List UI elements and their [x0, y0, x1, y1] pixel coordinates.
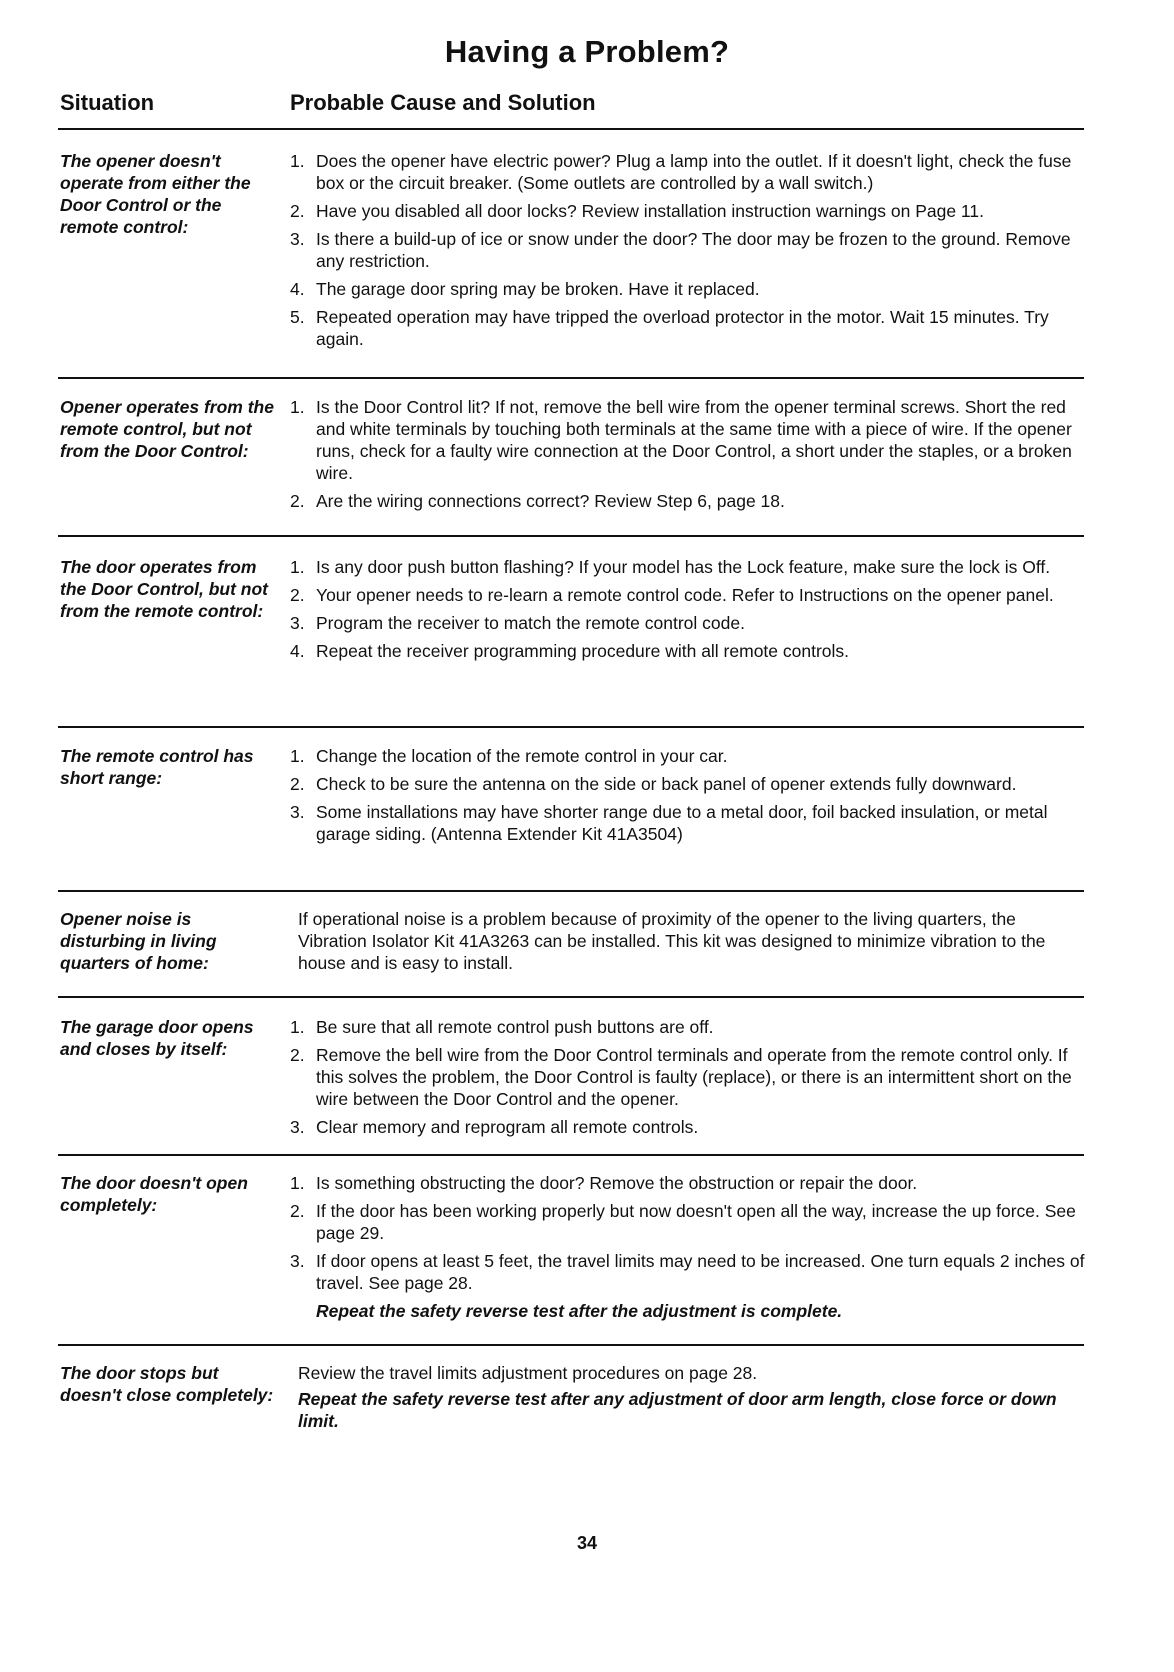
situation-text: The door operates from the Door Control, but not from the remote control:: [60, 557, 269, 621]
solution-list: [290, 150, 1090, 356]
solution-item: 1. Change the location of the remote control in your car.: [290, 746, 728, 766]
solution-item: 3. Is there a build-up of ice or snow under the door? The door may be frozen to the ground. Remove any restriction.: [290, 229, 1071, 271]
solution-item: 5. Repeated operation may have tripped the overload protector in the motor. Wait 15 minutes. Try again.: [290, 307, 1049, 349]
divider: [58, 726, 1084, 728]
divider: [58, 1344, 1084, 1346]
solution-item: 2. Remove the bell wire from the Door Control terminals and operate from the remote control only. If this solves the problem, the Door Control is faulty (replace), or there is an intermittent short on the wire between the Door Control and the opener.: [290, 1045, 1072, 1109]
solution-item: 1. Is something obstructing the door? Remove the obstruction or repair the door.: [290, 1173, 918, 1193]
situation-text: The garage door opens and closes by itself:: [60, 1017, 254, 1059]
solution-item: 1. Be sure that all remote control push buttons are off.: [290, 1017, 714, 1037]
solution-paragraph: Review the travel limits adjustment procedures on page 28.: [298, 1363, 758, 1383]
solution-item: 2. Your opener needs to re-learn a remote control code. Refer to Instructions on the opener panel.: [290, 585, 1054, 605]
divider: [58, 890, 1084, 892]
solution-item: 3. If door opens at least 5 feet, the travel limits may need to be increased. One turn equals 2 inches of travel. See page 28.: [290, 1251, 1085, 1293]
solution-list: [290, 396, 1090, 518]
solution-item: 3. Program the receiver to match the remote control code.: [290, 613, 745, 633]
situation-text: Opener operates from the remote control, but not from the Door Control:: [60, 397, 274, 461]
solution-item: 1. Is any door push button flashing? If your model has the Lock feature, make sure the lock is Off.: [290, 557, 1051, 577]
solution-note: Repeat the safety reverse test after any adjustment of door arm length, close force or down limit.: [298, 1389, 1057, 1431]
column-header-situation: Situation: [60, 90, 155, 115]
solution-item: 4. Repeat the receiver programming procedure with all remote controls.: [290, 641, 850, 661]
solution-list: [290, 1016, 1090, 1144]
situation-text: The opener doesn't operate from either the Door Control or the remote control:: [60, 151, 251, 237]
solution-paragraph: If operational noise is a problem because of proximity of the opener to the living quarters, the Vibration Isolator Kit 41A3263 can be installed. This kit was designed to minimize vibration to the house and is easy to install.: [298, 909, 1046, 973]
situation-text: Opener noise is disturbing in living quarters of home:: [60, 909, 217, 973]
divider: [58, 1154, 1084, 1156]
solution-item: 2. Have you disabled all door locks? Review installation instruction warnings on Page 11.: [290, 201, 984, 221]
divider: [58, 535, 1084, 537]
solution-item: 1. Is the Door Control lit? If not, remove the bell wire from the opener terminal screws. Short the red and white terminals by touching both terminals at the same time with a piece of wire. If the opener runs, check for a faulty wire connection at the Door Control, a short under the staples, or a broken wire.: [290, 397, 1072, 483]
solution-item: 2. Check to be sure the antenna on the side or back panel of opener extends fully downward.: [290, 774, 1017, 794]
solution-block: [298, 1362, 1088, 1432]
solution-list: [290, 745, 1090, 851]
divider: [58, 996, 1084, 998]
column-header-cause: Probable Cause and Solution: [290, 90, 596, 115]
page-title: Having a Problem?: [444, 34, 730, 69]
situation-text: The door doesn't open completely:: [60, 1173, 248, 1215]
solution-item: 3. Some installations may have shorter range due to a metal door, foil backed insulation, or metal garage siding. (Antenna Extender Kit 41A3504): [290, 802, 1048, 844]
solution-item: 4. The garage door spring may be broken. Have it replaced.: [290, 279, 760, 299]
solution-list: [290, 1172, 1090, 1328]
solution-list: [290, 556, 1090, 668]
solution-note: Repeat the safety reverse test after the adjustment is complete.: [316, 1301, 843, 1321]
solution-item: 3. Clear memory and reprogram all remote controls.: [290, 1117, 699, 1137]
divider: [58, 128, 1084, 130]
situation-text: The remote control has short range:: [60, 746, 254, 788]
divider: [58, 377, 1084, 379]
page-number: 34: [576, 1533, 598, 1553]
situation-text: The door stops but doesn't close completely:: [60, 1363, 274, 1405]
solution-item: 1. Does the opener have electric power? Plug a lamp into the outlet. If it doesn't light, check the fuse box or the circuit breaker. (Some outlets are controlled by a wall switch.): [290, 151, 1072, 193]
solution-item: 2. Are the wiring connections correct? Review Step 6, page 18.: [290, 491, 785, 511]
solution-item: 2. If the door has been working properly but now doesn't open all the way, increase the up force. See page 29.: [290, 1201, 1076, 1243]
